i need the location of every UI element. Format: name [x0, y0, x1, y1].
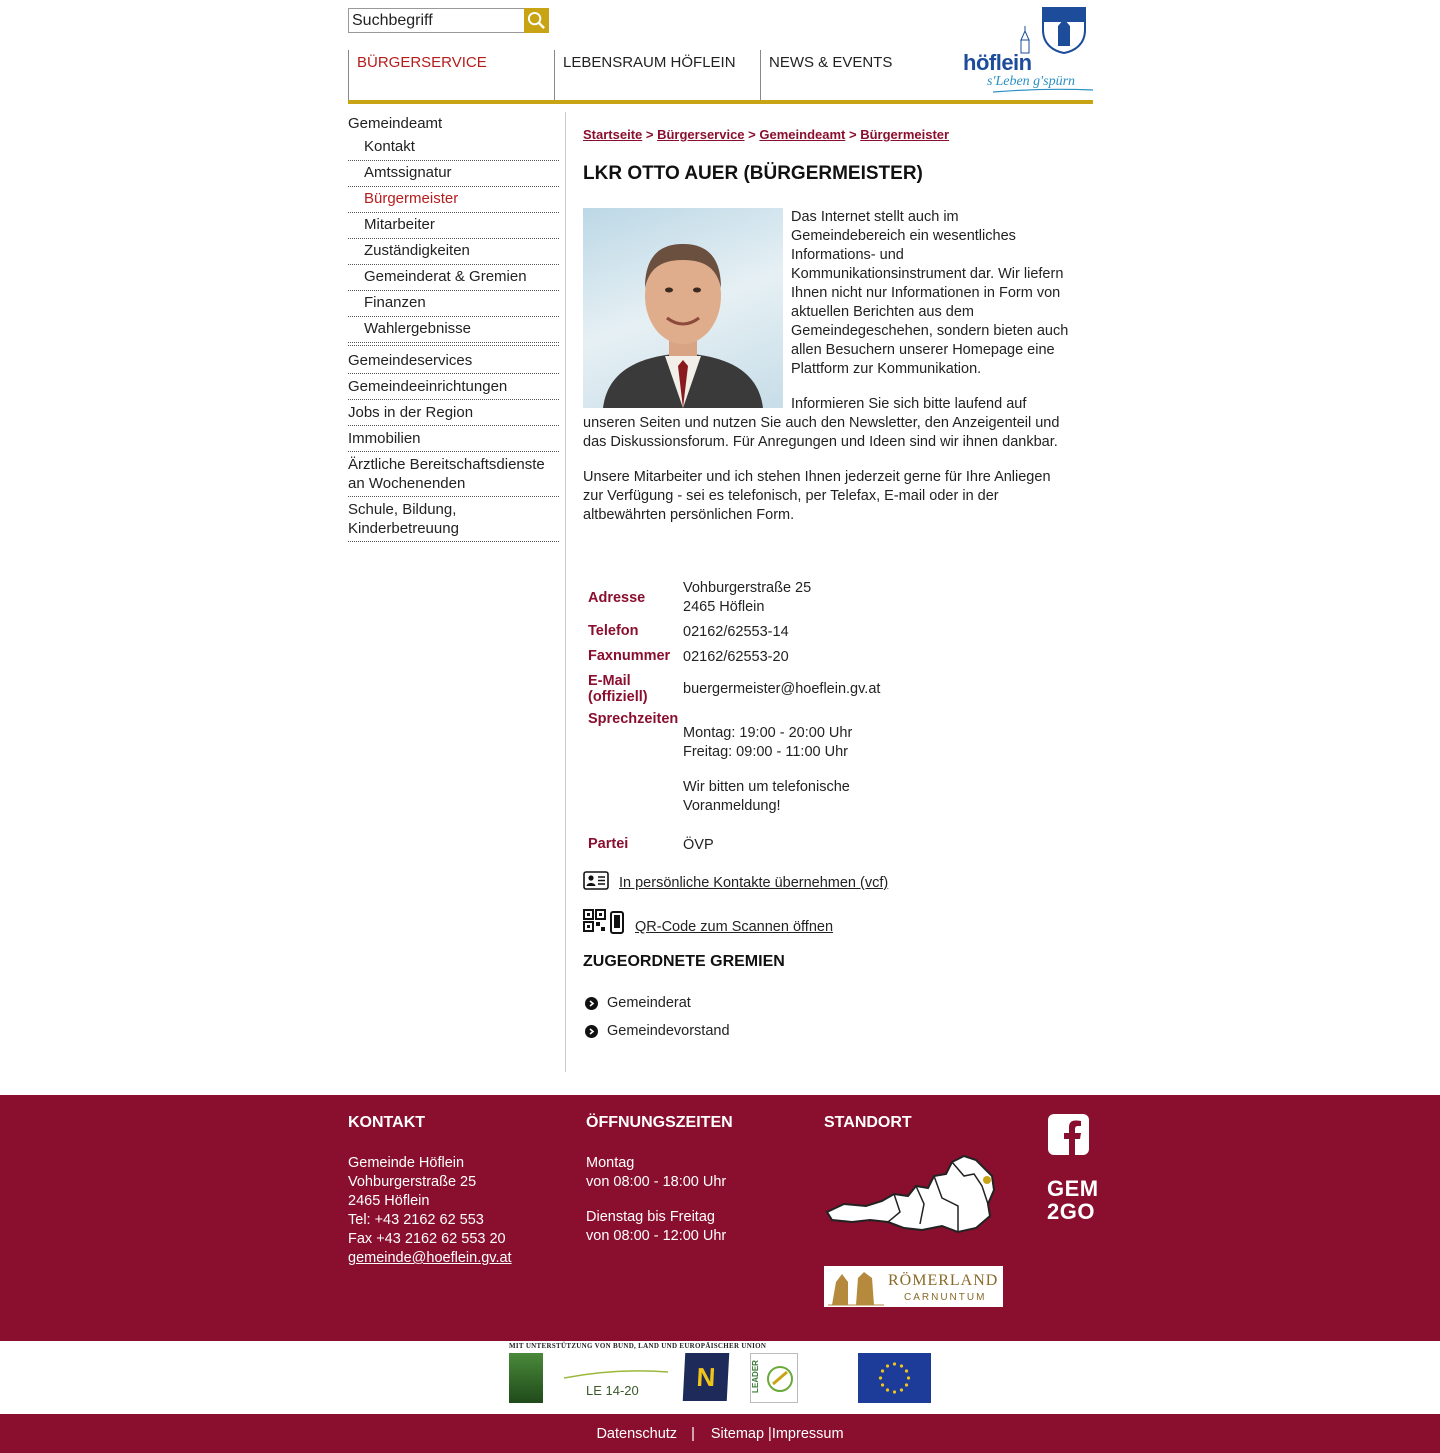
gem2go-line-1: GEM [1047, 1176, 1099, 1201]
datenschutz-link[interactable]: Datenschutz [596, 1425, 678, 1442]
le-logo [564, 1367, 668, 1405]
person-image [583, 208, 783, 408]
austria-map-icon[interactable] [824, 1146, 1000, 1238]
breadcrumb-buergermeister[interactable]: Bürgermeister [860, 127, 950, 142]
footer-kontakt-line: 2465 Höflein [348, 1193, 430, 1209]
chevron-right-icon [585, 997, 598, 1010]
contact-info [583, 579, 1073, 855]
sidebar-item-zustaendigkeiten[interactable]: Zuständigkeiten [348, 239, 559, 265]
value-sprech-freitag: Freitag: 09:00 - 11:00 Uhr [683, 744, 848, 760]
footer-standort-title: STANDORT [824, 1114, 912, 1131]
search-form [348, 8, 549, 33]
sidebar-item-gemeindeservices[interactable]: Gemeindeservices [348, 348, 559, 374]
vcf-link-row [583, 871, 1073, 891]
label-email-official: (offiziell) [588, 689, 648, 705]
eu-flag [858, 1353, 931, 1403]
nav-lebensraum[interactable]: LEBENSRAUM HÖFLEIN [554, 50, 760, 100]
qr-link[interactable]: QR-Code zum Scannen öffnen [635, 919, 834, 935]
footer-oeffnung-time-1: von 08:00 - 18:00 Uhr [586, 1174, 727, 1190]
sidebar-item-schule[interactable]: Schule, Bildung, Kinderbetreuung [348, 497, 559, 542]
footer-kontakt-line: Fax +43 2162 62 553 20 [348, 1231, 506, 1247]
eu-funding-bar [0, 1341, 1440, 1414]
qr-link-row [583, 909, 1073, 935]
noe-logo: N [683, 1353, 730, 1401]
gem2go-line-2: 2GO [1047, 1199, 1095, 1224]
contact-card-icon [583, 871, 609, 891]
sidebar-item-gemeindeeinrichtungen[interactable]: Gemeindeeinrichtungen [348, 374, 559, 400]
footer-kontakt [348, 1113, 512, 1268]
gremien-item-label: Gemeindevorstand [607, 1023, 730, 1039]
info-email [583, 673, 1073, 705]
footer-kontakt-title: KONTAKT [348, 1114, 426, 1131]
footer-oeffnungszeiten [586, 1113, 733, 1262]
label-fax: Faxnummer [588, 648, 671, 664]
sidebar [348, 112, 559, 542]
ministry-logo [509, 1353, 543, 1403]
value-sprech-note-1: Wir bitten um telefonische [683, 779, 850, 795]
page-title: LKR OTTO AUER (BÜRGERMEISTER) [583, 163, 923, 184]
site-logo[interactable] [963, 6, 1093, 96]
roemerland-text: RÖMERLAND [888, 1272, 999, 1289]
footer-kontakt-line: Tel: +43 2162 62 553 [348, 1212, 484, 1228]
breadcrumb-startseite[interactable]: Startseite [583, 127, 643, 142]
sidebar-item-finanzen[interactable]: Finanzen [348, 291, 559, 317]
gremien-title: ZUGEORDNETE GREMIEN [583, 953, 785, 970]
sidebar-item-jobs[interactable]: Jobs in der Region [348, 400, 559, 426]
gremien-item-gemeinderat[interactable] [583, 989, 1073, 1017]
sidebar-gemeindeamt[interactable]: Gemeindeamt [348, 115, 443, 132]
column-divider [565, 112, 566, 1072]
le-text: LE 14-20 [586, 1383, 639, 1398]
coat-of-arms-icon [1041, 6, 1087, 54]
breadcrumb: Startseite > Bürgerservice > Gemeindeamt > Bürgermeister [583, 127, 950, 142]
footer [0, 1095, 1440, 1341]
value-fax: 02162/62553-20 [683, 649, 789, 665]
label-sprechzeiten: Sprechzeiten [588, 711, 679, 727]
value-sprech-montag: Montag: 19:00 - 20:00 Uhr [683, 725, 853, 741]
breadcrumb-gemeindeamt[interactable]: Gemeindeamt [759, 127, 846, 142]
sidebar-item-kontakt[interactable]: Kontakt [348, 135, 559, 161]
label-telefon: Telefon [588, 623, 639, 639]
facebook-link[interactable] [1048, 1114, 1089, 1155]
roemerland-ruin-icon [828, 1268, 884, 1306]
gremien-list [583, 989, 1073, 1045]
footer-oeffnung-title: ÖFFNUNGSZEITEN [586, 1114, 733, 1131]
value-telefon[interactable]: 02162/62553-14 [683, 624, 789, 640]
value-adresse-city: 2465 Höflein [683, 599, 765, 615]
value-partei: ÖVP [683, 837, 714, 853]
sitemap-link[interactable]: Sitemap [710, 1425, 765, 1442]
sidebar-item-mitarbeiter[interactable]: Mitarbeiter [348, 213, 559, 239]
intro-paragraph-2: Informieren Sie sich bitte laufend auf unseren Seiten und nutzen Sie auch den Newsletter, den Anzeigenteil und das Diskussionsforum. Für Anregungen und Ideen sind wir ihnen dankbar. [583, 396, 1060, 450]
info-partei [583, 836, 1073, 855]
label-email: E-Mail [588, 673, 631, 689]
info-sprechzeiten [583, 711, 1073, 816]
label-adresse: Adresse [588, 590, 646, 606]
gem2go-logo[interactable] [1047, 1177, 1099, 1223]
intro-paragraph-1: Das Internet stellt auch im Gemeindebereich ein wesentliches Informations- und Kommunikationsinstrument dar. Wir liefern Ihnen nicht nur Informationen in Form von aktuellen Berichten aus dem Gemeindegeschehen, sondern bieten auch allen Besuchern unserer Homepage eine Plattform zur Kommunikation. [791, 209, 1069, 377]
nav-buergerservice[interactable]: BÜRGERSERVICE [348, 50, 554, 100]
logo-name: höflein [963, 50, 1032, 75]
intro-text [583, 208, 1073, 525]
download-links [583, 871, 1073, 935]
qr-code-icon [583, 909, 625, 935]
info-adresse [583, 579, 1073, 617]
portrait-photo [583, 208, 783, 408]
sidebar-sublist [348, 135, 559, 346]
intro-paragraph-3: Unsere Mitarbeiter und ich stehen Ihnen jederzeit gerne für Ihre Anliegen zur Verfügung - sei es telefonisch, per Telefax, E-mail oder in der altbewährten persönlichen Form. [583, 469, 1051, 523]
main-nav [348, 50, 966, 100]
footer-kontakt-line: Vohburgerstraße 25 [348, 1174, 477, 1190]
carnuntum-text: CARNUNTUM [904, 1292, 987, 1303]
sidebar-item-buergermeister[interactable]: Bürgermeister [348, 187, 559, 213]
impressum-link[interactable]: Impressum [771, 1425, 844, 1442]
value-sprech-note-2: Voranmeldung! [683, 798, 781, 814]
search-icon [527, 11, 546, 30]
gremien-item-label: Gemeinderat [607, 995, 691, 1011]
sidebar-item-bereitschaftsdienste[interactable]: Ärztliche Bereitschaftsdienste an Wochenenden [348, 452, 559, 497]
value-adresse-street: Vohburgerstraße 25 [683, 580, 812, 596]
chevron-right-icon [585, 1025, 598, 1038]
breadcrumb-buergerservice[interactable]: Bürgerservice [657, 127, 745, 142]
value-email[interactable]: buergermeister@hoeflein.gv.at [683, 680, 881, 697]
search-button[interactable] [524, 8, 549, 33]
leader-logo [750, 1353, 798, 1403]
nav-news-events[interactable]: NEWS & EVENTS [760, 50, 966, 100]
leader-text: LEADER [750, 1360, 760, 1393]
roemerland-logo[interactable] [824, 1266, 1003, 1307]
sidebar-item-amtssignatur[interactable]: Amtssignatur [348, 161, 559, 187]
footer-standort [824, 1113, 1003, 1307]
footer-oeffnung-time-2: von 08:00 - 12:00 Uhr [586, 1228, 727, 1244]
footer-oeffnung-day-2: Dienstag bis Freitag [586, 1209, 715, 1225]
facebook-icon [1048, 1114, 1089, 1155]
logo-swoosh [993, 86, 1093, 96]
vcf-link[interactable]: In persönliche Kontakte übernehmen (vcf) [619, 875, 889, 891]
info-telefon [583, 623, 1073, 642]
footer-kontakt-line: Gemeinde Höflein [348, 1155, 465, 1171]
label-partei: Partei [588, 836, 629, 852]
header [348, 0, 1093, 104]
footer-oeffnung-day-1: Montag [586, 1155, 635, 1171]
sidebar-item-immobilien[interactable]: Immobilien [348, 426, 559, 452]
logo-tagline: s'Leben g'spürn [987, 74, 1076, 89]
main-content [583, 112, 1073, 1045]
sidebar-item-gemeinderat[interactable]: Gemeinderat & Gremien [348, 265, 559, 291]
bottom-bar: Datenschutz | Sitemap |Impressum [0, 1414, 1440, 1453]
info-fax [583, 648, 1073, 667]
search-input[interactable] [348, 8, 524, 33]
footer-email-link[interactable]: gemeinde@hoeflein.gv.at [348, 1250, 512, 1266]
sidebar-item-wahlergebnisse[interactable]: Wahlergebnisse [348, 317, 559, 343]
eu-banner-text: MIT UNTERSTÜTZUNG VON BUND, LAND UND EUROPÄISCHER UNION [509, 1342, 767, 1350]
gremien-item-gemeindevorstand[interactable] [583, 1017, 1073, 1045]
